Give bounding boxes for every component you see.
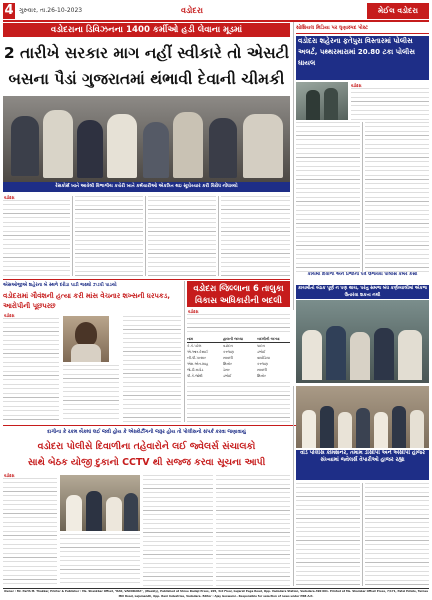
bottom-body-col2 <box>60 534 140 586</box>
story2-headline: વડોદરામાં ગૌવંશની હત્યા કરી માંસ વેચનાર શખ્સની ધરપકડ, આરોપીની પૂછપરછ <box>3 292 170 310</box>
story3-headline-1: વડોદરા જિલ્લાના 6 તાલુકા <box>193 283 284 293</box>
table-row: એ.આર.દેસાઈ કરજણ ડભોઈ <box>187 350 266 354</box>
right-top-body-2 <box>296 122 360 272</box>
header-paper: મેઈલ વડોદરા <box>367 3 429 19</box>
lead-caption: રેસકોર્સ ખાતે આવેલી વિભાગીય કચેરી ખાતે કર્મચારીઓ એકત્રિત થઇ સૂત્રોચ્ચાર કરી વિરોધ નોંધાવ્યો <box>3 182 290 192</box>
story2-body-col3 <box>123 316 181 422</box>
bottom-body-col4 <box>216 475 290 586</box>
story2-body-col2 <box>63 365 119 422</box>
right-mid-photo <box>296 300 429 383</box>
table-row: પી.કે.જોષી ડભોઈ શિનોર <box>187 374 267 378</box>
bottom-body-col1 <box>3 478 57 586</box>
bottom-right-headline: વોર્ડ પોલીસ કમિશનર, તમામ ડીસીપી અને એસીપી હાજર સંખ્યામાં જ્વેલર્સ વેપારીઓ હાજર રહ્યા <box>296 450 429 480</box>
bottom-right-body-2 <box>365 483 429 586</box>
bottom-headline-2: સાથે બેઠક યોજી દુકાનો CCTV થી સજ્જ કરવા સૂચના આપી <box>27 457 266 468</box>
lead-body-col2 <box>75 196 143 276</box>
header-rule <box>3 20 429 22</box>
right-top-body-1 <box>351 88 429 120</box>
lead-headline-2: બસના પૈડાં ગુજરાતમાં થંભાવી દેવાની ચીમકી <box>8 70 285 88</box>
bottom-body-col3 <box>143 475 213 586</box>
bottom-kicker: દાગીના કે રકમ બેંકમાં લઈ જવી હોય કે એસ્કોર્ટીંગની જરૂર હોય તો પોલીસનો સંપર્ક કરવા જણાવાયું <box>47 429 246 435</box>
lead-headline-1: 2 તારીખે સરકાર માગ નહીં સ્વીકારે તો એસટી <box>3 44 290 62</box>
right-top-headline: વડોદરા શહેરના ફતેપુરા વિસ્તારમાં પોલીસ અલર્ટ, પથ્થરમારામાં 20.80 ટકા પોલીસ ઘાયલ <box>296 36 429 80</box>
lead-kicker: વડોદરાના ડિવિઝનના 1400 કર્મીઓ હડી લેવાના મૂડમાં <box>3 23 290 37</box>
bottom-right-photo <box>296 386 429 448</box>
story3-body-2 <box>187 382 290 422</box>
lead-byline: વડોદરા <box>4 195 15 200</box>
story2-body-col1 <box>3 318 59 422</box>
footer-imprint: Owner : Mr. Parth M. Thakkar, Printer & Publisher : Ms. Shankbar Offset, "RAK, VADODARA", (Weekly), Published at Shree Dadaji Press, 205, 3rd Floor, Gujarat Pega Road, Opp. Vadodara Station, Vadodara-390 001. Printed at Ms. Shambar Offset Press, 7/171, Patel Estate, Tarnaa Mill Road, Lajamandli, Opp. Rani Industries, Vadodara. Editor : Ajay Goswami - Responsible for selection of news under PRB Act. <box>4 589 428 598</box>
table-header-name: નામ <box>187 337 194 341</box>
right-top-photo <box>296 82 348 120</box>
header-city: વડોદરા <box>181 6 203 15</box>
bottom-headline-1: વડોદરા પોલીસે દિવાળીના તહેવારોને લઈ જ્વેલર્સ સંચાલકો <box>37 441 256 452</box>
header-date: ગુરુવાર, તા.26-10-2023 <box>19 7 83 14</box>
bottom-photo-1 <box>60 475 140 531</box>
story2-byline: વડોદરા <box>4 313 15 318</box>
lead-body-col3 <box>148 196 216 276</box>
bottom-right-body-1 <box>296 483 360 586</box>
right-top-body-3 <box>365 122 429 272</box>
bottom-byline: વડોદરા <box>4 473 15 478</box>
lead-body-col4 <box>221 196 290 276</box>
story3-byline: વડોદરા <box>188 309 199 314</box>
table-row: કે.કે.પટેલ વડોદરા પાદરા <box>187 344 265 348</box>
lead-body-col1 <box>3 200 70 276</box>
page-number: 4 <box>4 3 14 18</box>
story3-table <box>187 336 290 379</box>
table-header-new: બદલીની જગ્યા <box>257 337 280 341</box>
table-row: બી.પી.પરમાર સાવલી વાઘોડિયા <box>187 356 270 360</box>
table-row: જે.ડી.રાઠોડ ડેસર સાવલી <box>187 368 267 372</box>
right-top-byline: વડોદરા <box>351 83 362 88</box>
lead-photo <box>3 96 290 182</box>
story2-photo <box>63 316 109 362</box>
story2-kicker: એસઓજીએ શહેરના બે સ્થળે દરોડા પાડી જથ્થો ઝડપી પાડયો <box>3 283 117 288</box>
page-header <box>3 3 429 19</box>
story3-headline-box <box>187 281 290 307</box>
right-top-kicker: સોશિયલ મિડિયા પર ઘૃણાસ્પદ પોસ્ટ <box>296 23 429 34</box>
story3-body <box>187 314 290 334</box>
table-header-current: હાલની જગ્યા <box>223 337 244 341</box>
table-row: એમ.એન.શાહ શિનોર કરજણ <box>187 362 268 366</box>
story3-headline-2: વિકાસ અધિકારીની બદલી <box>195 295 282 305</box>
right-mid-caption: કાયમીતો બેઠક પૂર્ણ ન પણ થાય, પરંતુ સમજ બંધ કર્ણવ્યાલીમાં એકજ ઉતારવા શકતા નથી <box>298 286 427 298</box>
right-top-note: કાયમી દિવાળી અને પ્રજાનાં પર્વ ઉજવવા પોલીસે કમર કસી <box>296 272 429 284</box>
